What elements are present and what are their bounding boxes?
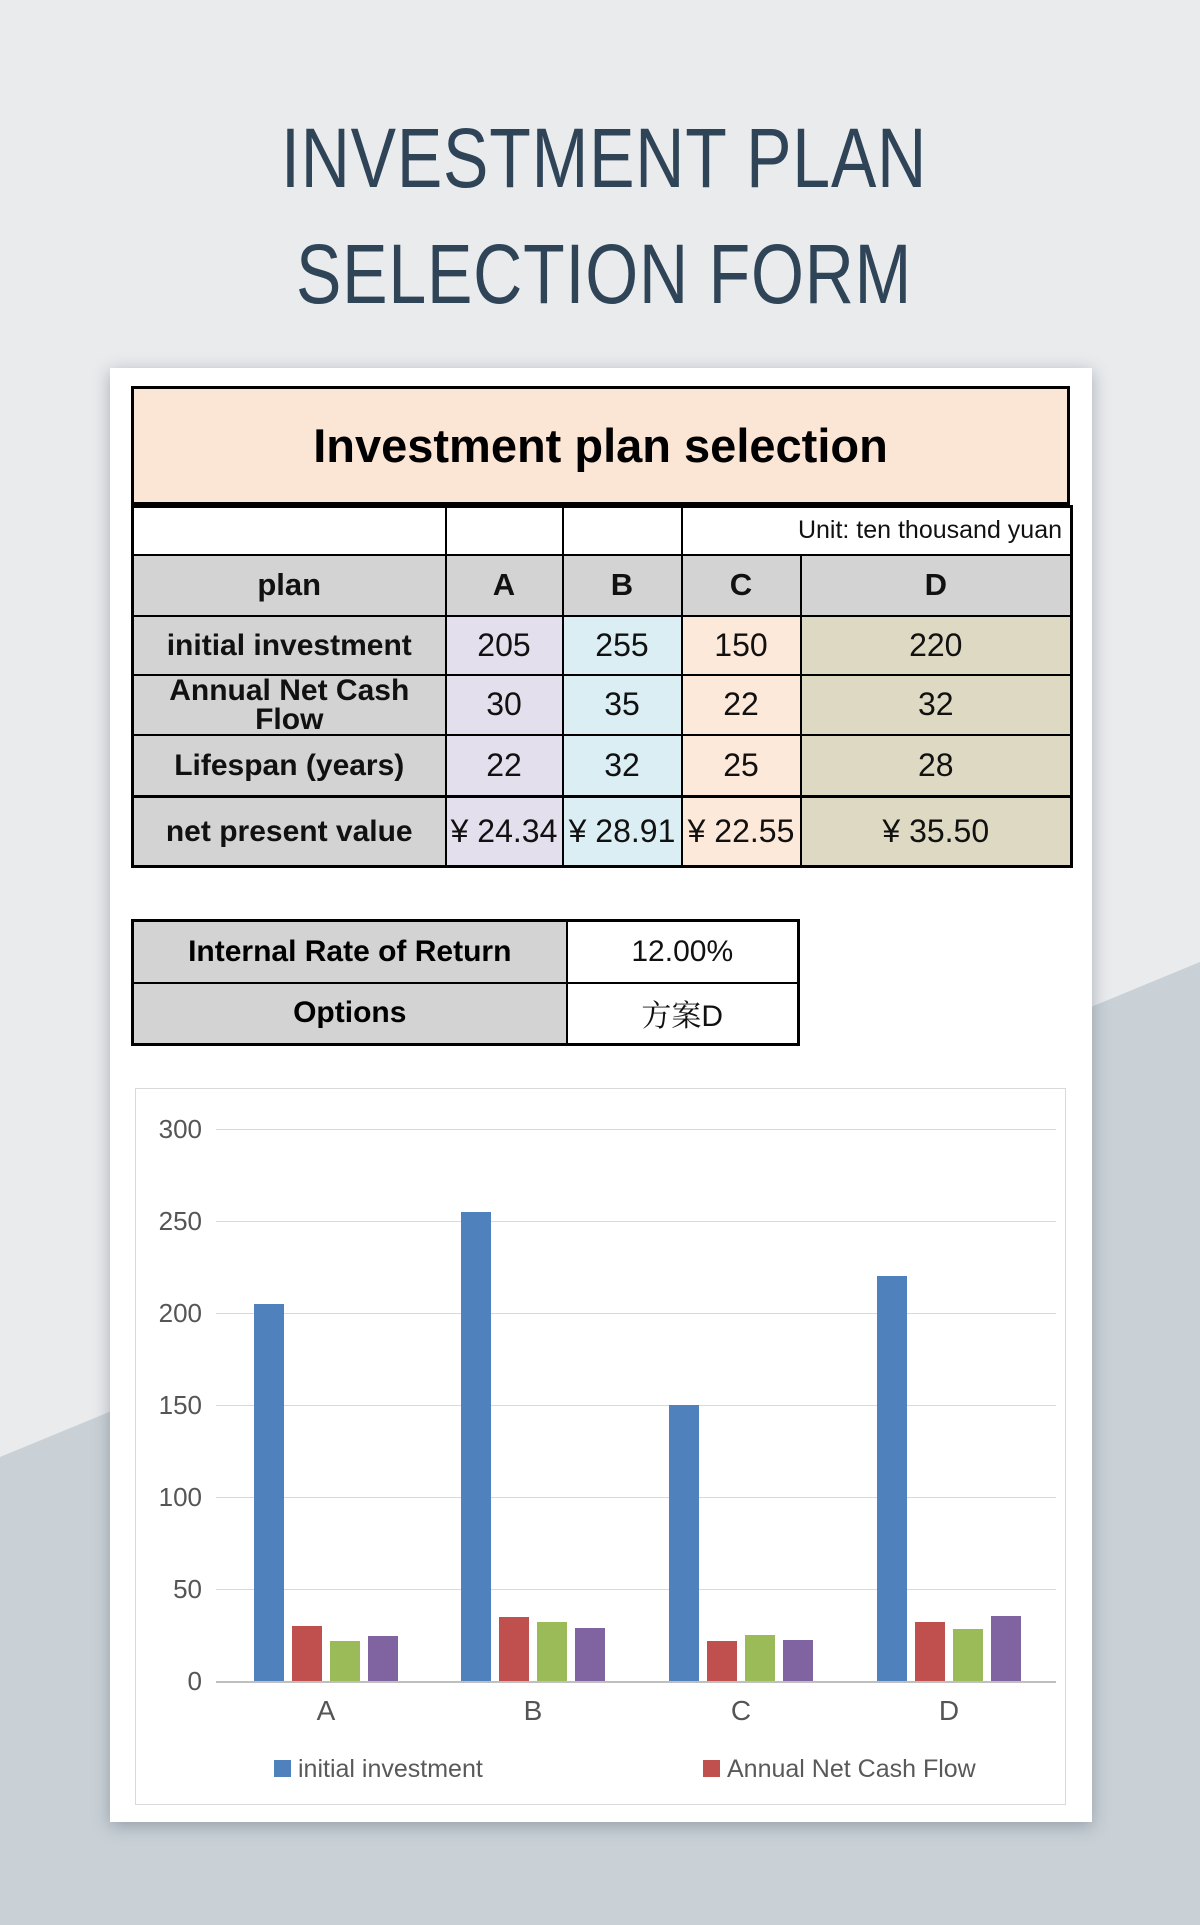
gridline xyxy=(216,1221,1056,1222)
value-cell[interactable]: 150 xyxy=(682,616,801,675)
legend-label[interactable]: initial investment xyxy=(298,1755,483,1783)
bar-D-s1 xyxy=(915,1622,945,1681)
bar-B-s3 xyxy=(575,1628,605,1681)
y-tick-label: 200 xyxy=(158,1298,202,1328)
value-cell[interactable]: ¥ 24.34 xyxy=(446,797,563,867)
value-cell[interactable]: 32 xyxy=(801,675,1072,735)
x-axis-line xyxy=(216,1681,1056,1683)
y-tick-label: 100 xyxy=(158,1482,202,1512)
gridline xyxy=(216,1497,1056,1498)
table-row xyxy=(133,675,1072,735)
bar-D-s3 xyxy=(991,1616,1021,1681)
unit-row xyxy=(133,507,1072,555)
value-cell[interactable]: 35 xyxy=(563,675,682,735)
gridline xyxy=(216,1405,1056,1406)
value-cell[interactable]: 205 xyxy=(446,616,563,675)
gridline xyxy=(216,1129,1056,1130)
page-title-line1: INVESTMENT PLAN xyxy=(281,111,928,205)
x-category-label: B xyxy=(523,1695,543,1726)
bar-C-s0 xyxy=(669,1405,699,1681)
table-row xyxy=(133,616,1072,675)
row-label-cell[interactable]: net present value xyxy=(133,797,446,867)
legend-label[interactable]: Annual Net Cash Flow xyxy=(727,1755,976,1783)
summary-table xyxy=(131,919,800,1046)
value-cell[interactable]: 22 xyxy=(446,735,563,797)
y-tick-label: 0 xyxy=(187,1666,202,1696)
options-value-cell[interactable]: 方案D xyxy=(567,983,799,1045)
value-cell[interactable]: ¥ 35.50 xyxy=(801,797,1072,867)
y-tick-label: 300 xyxy=(158,1114,202,1144)
bar-C-s3 xyxy=(783,1640,813,1681)
value-cell[interactable]: 220 xyxy=(801,616,1072,675)
empty-cell[interactable] xyxy=(446,507,563,555)
plan-header-cell[interactable]: plan xyxy=(133,555,446,616)
row-label-cell[interactable]: Annual Net Cash Flow xyxy=(133,675,446,735)
gridline xyxy=(216,1313,1056,1314)
bar-A-s0 xyxy=(254,1304,284,1681)
empty-cell[interactable] xyxy=(133,507,446,555)
bar-D-s2 xyxy=(953,1629,983,1681)
value-cell[interactable]: ¥ 22.55 xyxy=(682,797,801,867)
plan-col-header[interactable]: B xyxy=(563,555,682,616)
plan-col-header[interactable]: A xyxy=(446,555,563,616)
header-row xyxy=(133,555,1072,616)
empty-cell[interactable] xyxy=(563,507,682,555)
irr-value-cell[interactable]: 12.00% xyxy=(567,921,799,983)
page-title xyxy=(114,100,1086,332)
value-cell[interactable]: 30 xyxy=(446,675,563,735)
irr-label-cell[interactable]: Internal Rate of Return xyxy=(133,921,567,983)
bar-B-s2 xyxy=(537,1622,567,1681)
form-title: Investment plan selection xyxy=(313,419,888,472)
bar-C-s1 xyxy=(707,1641,737,1681)
value-cell[interactable]: ¥ 28.91 xyxy=(563,797,682,867)
page-title-line2: SELECTION FORM xyxy=(295,227,913,321)
legend-swatch[interactable] xyxy=(274,1760,291,1777)
value-cell[interactable]: 25 xyxy=(682,735,801,797)
row-label-cell[interactable]: initial investment xyxy=(133,616,446,675)
table-row xyxy=(133,797,1072,867)
value-cell[interactable]: 32 xyxy=(563,735,682,797)
bar-A-s1 xyxy=(292,1626,322,1681)
plan-col-header[interactable]: D xyxy=(801,555,1072,616)
investment-table xyxy=(131,505,1073,868)
plan-col-header[interactable]: C xyxy=(682,555,801,616)
template-card xyxy=(110,368,1092,1822)
gridline xyxy=(216,1589,1056,1590)
bar-A-s2 xyxy=(330,1641,360,1681)
x-category-label: D xyxy=(938,1695,960,1726)
bar-D-s0 xyxy=(877,1276,907,1681)
bar-chart-panel[interactable] xyxy=(135,1088,1066,1805)
bar-B-s1 xyxy=(499,1617,529,1681)
table-row xyxy=(133,735,1072,797)
y-tick-label: 250 xyxy=(158,1206,202,1236)
bar-B-s0 xyxy=(461,1212,491,1681)
x-category-label: A xyxy=(316,1695,336,1726)
y-tick-label: 50 xyxy=(173,1574,202,1604)
bar-C-s2 xyxy=(745,1635,775,1681)
options-label-cell[interactable]: Options xyxy=(133,983,567,1045)
y-tick-label: 150 xyxy=(158,1390,202,1420)
value-cell[interactable]: 255 xyxy=(563,616,682,675)
x-category-label: C xyxy=(730,1695,752,1726)
row-label-cell[interactable]: Lifespan (years) xyxy=(133,735,446,797)
legend-swatch[interactable] xyxy=(703,1760,720,1777)
bar-A-s3 xyxy=(368,1636,398,1681)
form-title-bar xyxy=(131,386,1070,505)
value-cell[interactable]: 22 xyxy=(682,675,801,735)
unit-note-cell[interactable]: Unit: ten thousand yuan xyxy=(682,507,1072,555)
value-cell[interactable]: 28 xyxy=(801,735,1072,797)
